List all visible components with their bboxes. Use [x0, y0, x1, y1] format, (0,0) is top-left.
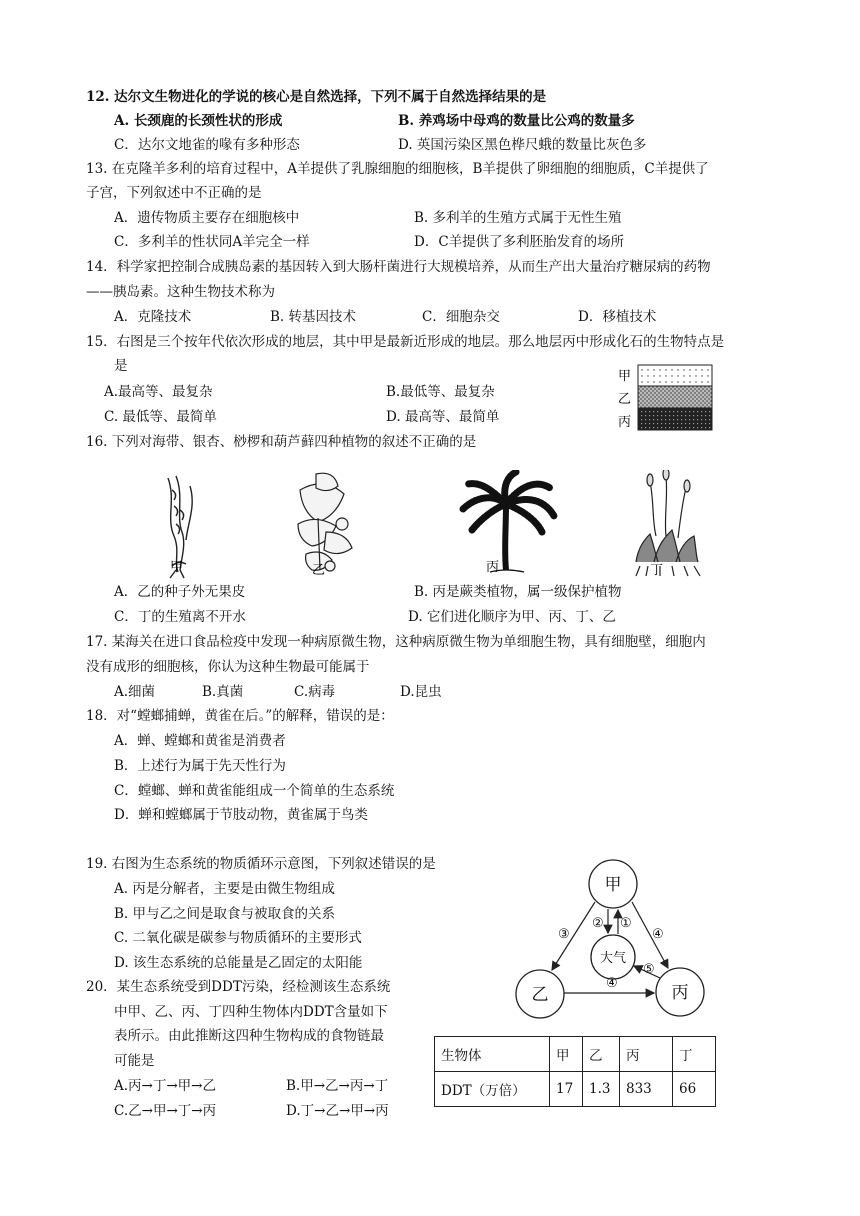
q13-option-b: B. 多利羊的生殖方式属于无性生殖	[414, 210, 622, 226]
q15-option-c: C. 最低等、最简单	[104, 409, 217, 425]
q17-option-c: C.病毒	[294, 684, 336, 700]
q15-option-b: B.最低等、最复杂	[386, 384, 495, 400]
q12-option-b: B. 养鸡场中母鸡的数量比公鸡的数量多	[398, 113, 635, 129]
q16-option-b: B. 丙是蕨类植物，属一级保护植物	[414, 584, 622, 600]
q19-option-c: C. 二氧化碳是碳参与物质循环的主要形式	[114, 930, 362, 946]
table-cell: 1.3	[583, 1072, 620, 1107]
table-header-cell: 乙	[583, 1037, 620, 1072]
q14-stem-line2: ——胰岛素。这种生物技术称为	[86, 284, 275, 300]
arrow-label-5: ⑤	[643, 962, 655, 977]
tree-fern-illustration	[462, 472, 554, 572]
ginkgo-illustration	[298, 473, 352, 571]
q20-option-b: B.甲→乙→丙→丁	[286, 1078, 389, 1094]
stratum-yi	[638, 386, 712, 408]
q17-option-b: B.真菌	[202, 684, 244, 700]
q13-stem-line1: 13. 在克隆羊多利的培育过程中，A羊提供了乳腺细胞的细胞核，B羊提供了卵细胞的细胞质，C羊提供了	[86, 161, 709, 177]
node-bing-label: 丙	[671, 983, 689, 1003]
q15-option-d: D. 最高等、最简单	[386, 409, 500, 425]
arrow-label-3: ③	[558, 927, 570, 942]
q19-option-d: D. 该生态系统的总能量是乙固定的太阳能	[114, 955, 363, 971]
plant-label-yi: 乙	[312, 563, 326, 578]
q18-option-c: C．螳螂、蝉和黄雀能组成一个简单的生态系统	[114, 783, 395, 799]
node-atmosphere-label: 大气	[599, 951, 627, 966]
q20-stem-line2: 中甲、乙、丙、丁四种生物体内DDT含量如下	[114, 1004, 388, 1020]
q20-option-a: A.丙→丁→甲→乙	[114, 1078, 216, 1094]
q20-option-c: C.乙→甲→丁→丙	[114, 1103, 217, 1119]
q14-option-d: D．移植技术	[578, 309, 657, 325]
q17-stem-line1: 17. 某海关在进口食品检疫中发现一种病原微生物，这种病原微生物为单细胞生物，具有细胞壁，细胞内	[86, 634, 706, 650]
q15-stem-line2: 是	[114, 358, 128, 374]
plants-figure	[150, 470, 770, 582]
q17-option-a: A.细菌	[114, 684, 156, 700]
plant-label-jia: 甲	[170, 560, 184, 575]
stratum-jia	[638, 365, 712, 386]
table-cell: 833	[620, 1072, 673, 1107]
q15-stem-line1: 15．右图是三个按年代依次形成的地层，其中甲是最新近形成的地层。那么地层丙中形成化石的生物特点是	[86, 334, 725, 350]
q12-stem: 12. 达尔文生物进化的学说的核心是自然选择，下列不属于自然选择结果的是	[86, 89, 547, 105]
q12-option-d: D. 英国污染区黑色桦尺蛾的数量比灰色多	[398, 137, 647, 153]
q16-option-d: D. 它们进化顺序为甲、丙、丁、乙	[408, 609, 616, 625]
table-row	[435, 1037, 716, 1072]
strata-label-bing: 丙	[618, 415, 632, 430]
q14-option-a: A．克隆技术	[114, 309, 192, 325]
q19-stem: 19. 右图为生态系统的物质循环示意图，下列叙述错误的是	[86, 856, 436, 872]
q20-stem-line1: 20．某生态系统受到DDT污染，经检测该生态系统	[86, 979, 391, 995]
q12-option-c: C．达尔文地雀的喙有多种形态	[114, 137, 300, 153]
q19-option-a: A. 丙是分解者，主要是由微生物组成	[114, 881, 335, 897]
q17-option-d: D.昆虫	[400, 684, 442, 700]
q14-option-c: C．细胞杂交	[422, 309, 500, 325]
stratum-bing	[638, 408, 712, 430]
q12-option-a: A. 长颈鹿的长颈性状的形成	[114, 113, 283, 129]
arrow-label-2: ②	[592, 916, 604, 931]
table-header-cell: 丁	[673, 1037, 716, 1072]
strata-figure	[616, 362, 716, 434]
q13-option-d: D．C羊提供了多利胚胎发育的场所	[414, 234, 625, 250]
q13-option-c: C．多利羊的性状同A羊完全一样	[114, 234, 310, 250]
table-cell: 66	[673, 1072, 716, 1107]
arrow-label-4-bottom: ④	[606, 976, 618, 991]
q16-option-a: A．乙的种子外无果皮	[114, 584, 246, 600]
q18-option-d: D．蝉和螳螂属于节肢动物，黄雀属于鸟类	[114, 807, 368, 823]
q16-option-c: C．丁的生殖离不开水	[114, 609, 246, 625]
q13-option-a: A．遗传物质主要存在细胞核中	[114, 210, 300, 226]
plant-label-bing: 丙	[486, 560, 500, 575]
arrow-label-4-right: ④	[652, 927, 664, 942]
strata-label-yi: 乙	[618, 392, 632, 407]
q18-stem: 18．对“螳螂捕蝉，黄雀在后。”的解释，错误的是：	[86, 708, 394, 724]
q15-option-a: A.最高等、最复杂	[104, 384, 213, 400]
q13-stem-line2: 子宫，下列叙述中不正确的是	[86, 185, 262, 201]
q16-stem: 16. 下列对海带、银杏、桫椤和葫芦藓四种植物的叙述不正确的是	[86, 434, 477, 450]
table-header-cell: 丙	[620, 1037, 673, 1072]
plant-label-ding: 丁	[650, 563, 664, 578]
table-cell: DDT（万倍）	[435, 1072, 550, 1107]
table-row	[435, 1072, 716, 1107]
arrow-label-1: ①	[620, 916, 632, 931]
carbon-cycle-diagram	[510, 856, 714, 1024]
q20-stem-line4: 可能是	[114, 1053, 155, 1069]
q20-option-d: D.丁→乙→甲→丙	[286, 1103, 389, 1119]
q18-option-b: B．上述行为属于先天性行为	[114, 758, 286, 774]
moss-illustration	[636, 470, 700, 576]
strata-label-jia: 甲	[618, 369, 632, 384]
table-header-cell: 生物体	[435, 1037, 550, 1072]
q14-option-b: B. 转基因技术	[270, 309, 357, 325]
node-yi-label: 乙	[531, 985, 549, 1005]
table-cell: 17	[550, 1072, 583, 1107]
q19-option-b: B. 甲与乙之间是取食与被取食的关系	[114, 906, 336, 922]
ddt-table	[434, 1036, 716, 1107]
table-header-cell: 甲	[550, 1037, 583, 1072]
q14-stem-line1: 14．科学家把控制合成胰岛素的基因转入到大肠杆菌进行大规模培养，从而生产出大量治疗糖尿病的药物	[86, 259, 711, 275]
q20-stem-line3: 表所示。由此推断这四种生物构成的食物链最	[114, 1028, 384, 1044]
node-jia-label: 甲	[604, 875, 622, 895]
q17-stem-line2: 没有成形的细胞核，你认为这种生物最可能属于	[86, 659, 370, 675]
q18-option-a: A．蝉、螳螂和黄雀是消费者	[114, 733, 286, 749]
